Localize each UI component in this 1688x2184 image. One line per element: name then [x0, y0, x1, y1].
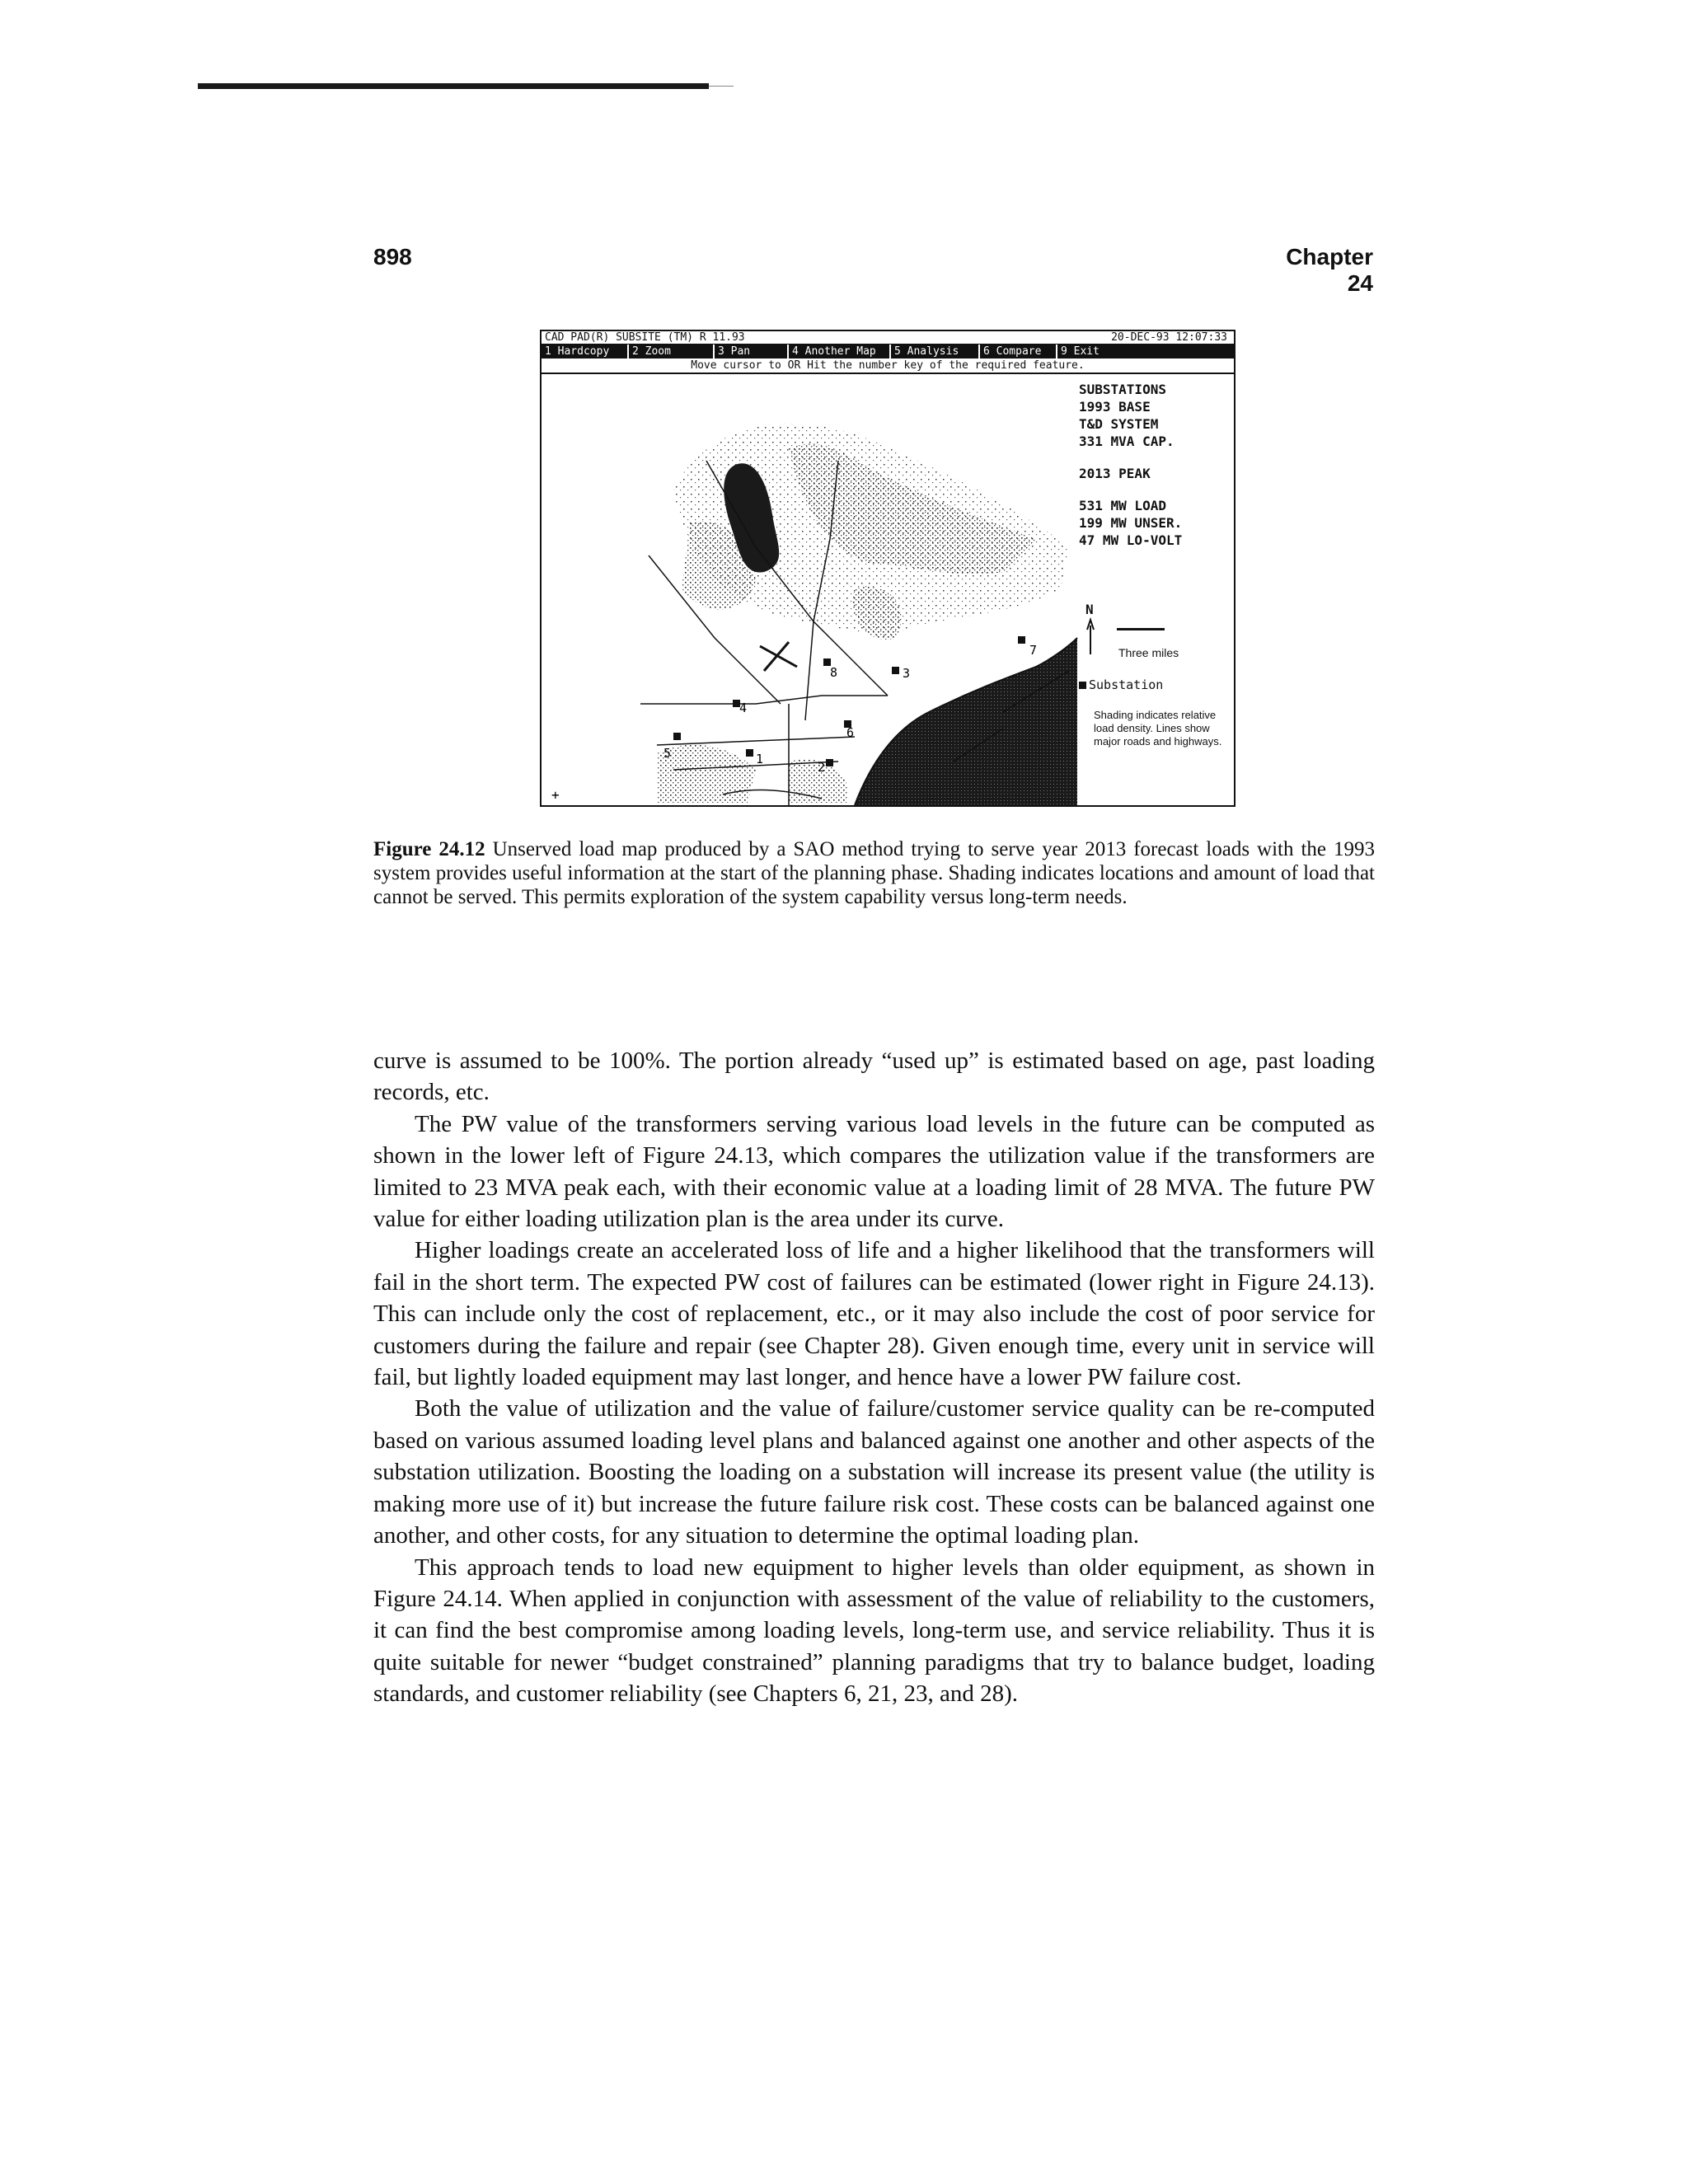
paragraph: Both the value of utilization and the value of failure/customer service quality can be re-computed based on various assumed loading level plans and balanced against one another and other aspects of the substation utilization. Boosting the loading on a substation will increase its present value (the utility is making more use of it) but increase the future failure risk cost. These costs can be balanced against one another, and other costs, for any situation to determine the optimal loading plan.: [373, 1395, 1375, 1549]
menu-separator: [713, 344, 715, 359]
paragraph: The PW value of the transformers serving various load levels in the future can be computed as shown in the lower left of Figure 24.13, which compares the utilization value if the transformers are limited to 23 MVA peak each, with their economic value at a loading limit of 28 MVA. The future PW value for either loading utilization plan is the area under its curve.: [373, 1110, 1375, 1233]
substation-legend-square: [1079, 682, 1086, 689]
figure-menubar: [542, 344, 1234, 359]
menu-item-exit[interactable]: 9 Exit: [1061, 345, 1100, 358]
menu-separator: [978, 344, 980, 359]
substation-label: 2: [818, 760, 826, 775]
scale-label: Three miles: [1118, 646, 1179, 659]
legend-line: 331 MVA CAP.: [1079, 434, 1175, 449]
menu-separator: [787, 344, 789, 359]
north-label: N: [1085, 602, 1094, 617]
top-rule: [198, 83, 709, 89]
figure-screen: [540, 330, 1236, 807]
legend-line: 1993 BASE: [1079, 399, 1151, 415]
legend-line: 47 MW LO-VOLT: [1079, 532, 1183, 548]
substation-label: 3: [903, 666, 911, 681]
map-legend: [1079, 381, 1227, 549]
substation-label: 5: [663, 746, 672, 761]
menu-item-compare[interactable]: 6 Compare: [983, 345, 1042, 358]
figure-caption: [373, 837, 1375, 909]
legend-line: T&D SYSTEM: [1079, 416, 1159, 432]
substation-2-marker[interactable]: [826, 759, 833, 766]
paragraph: This approach tends to load new equipment to higher levels than older equipment, as shown in Figure 24.14. When applied in conjunction with assessment of the value of reliability to the customers, it can find the best compromise among loading levels, long-term use, and service reliability. Thus it is quite suitable for newer “budget constrained” planning paradigms that try to balance budget, loading standards, and customer reliability (see Chapters 6, 21, 23, and 28).: [373, 1554, 1375, 1708]
substation-1-marker[interactable]: [746, 749, 753, 757]
legend-line: SUBSTATIONS: [1079, 382, 1166, 397]
body-text: [373, 1045, 1375, 1710]
menu-item-pan[interactable]: 3 Pan: [718, 345, 751, 358]
figure-timestamp: 20-DEC-93 12:07:33: [1111, 331, 1227, 344]
menu-separator: [889, 344, 891, 359]
substation-label: 7: [1029, 643, 1038, 658]
figure-prompt: Move cursor to OR Hit the number key of the required feature.: [542, 359, 1234, 374]
legend-line: 531 MW LOAD: [1079, 498, 1166, 513]
substation-legend: [1079, 677, 1163, 692]
top-rule-tail: [709, 86, 734, 87]
caption-label: Figure 24.12: [373, 838, 485, 860]
chapter-title: Chapter 24: [1286, 244, 1373, 296]
paragraph: curve is assumed to be 100%. The portion already “used up” is estimated based on age, past loading records, etc.: [373, 1047, 1375, 1106]
substation-7-marker[interactable]: [1018, 636, 1025, 644]
legend-line: 2013 PEAK: [1079, 466, 1151, 481]
figure-app-title: CAD PAD(R) SUBSITE (TM) R 11.93: [545, 331, 745, 344]
menu-separator: [627, 344, 629, 359]
scale-bar: [1117, 628, 1165, 630]
page-number: 898: [373, 244, 412, 269]
cross-marker-highway: [760, 642, 797, 671]
shading-note: Shading indicates relative load density. Lines show major roads and highways.: [1094, 709, 1222, 748]
substation-3-marker[interactable]: [892, 667, 899, 674]
caption-text: Unserved load map produced by a SAO method trying to serve year 2013 forecast loads with the 1993 system provides useful information at the start of the planning phase. Shading indicates locations and amount of load that cannot be served. This permits exploration of the system capability versus long-term needs.: [373, 838, 1375, 908]
menu-item-zoom[interactable]: 2 Zoom: [632, 345, 671, 358]
substation-label: 8: [830, 665, 838, 680]
substation-5-marker[interactable]: [673, 733, 681, 740]
menu-item-analysis[interactable]: 5 Analysis: [894, 345, 959, 358]
north-arrow: [1087, 620, 1094, 654]
menu-separator: [1056, 344, 1057, 359]
legend-line: 199 MW UNSER.: [1079, 515, 1183, 531]
substation-legend-label: Substation: [1089, 677, 1164, 692]
menu-item-another-map[interactable]: 4 Another Map: [792, 345, 876, 358]
paragraph: Higher loadings create an accelerated loss of life and a higher likelihood that the transformers will fail in the short term. The expected PW cost of failures can be estimated (lower right in Figure 24.13). This can include only the cost of replacement, etc., or it may also include the cost of poor service for customers during the failure and repair (see Chapter 28). Given enough time, every unit in service will fail, but lightly loaded equipment may last longer, and hence have a lower PW failure cost.: [373, 1237, 1375, 1391]
substation-label: 1: [756, 752, 764, 766]
substation-label: 4: [739, 701, 748, 715]
substation-label: 6: [846, 725, 855, 740]
figure-titlebar: [542, 331, 1234, 344]
map-corner-cross: +: [551, 787, 560, 803]
menu-item-hardcopy[interactable]: 1 Hardcopy: [545, 345, 610, 358]
